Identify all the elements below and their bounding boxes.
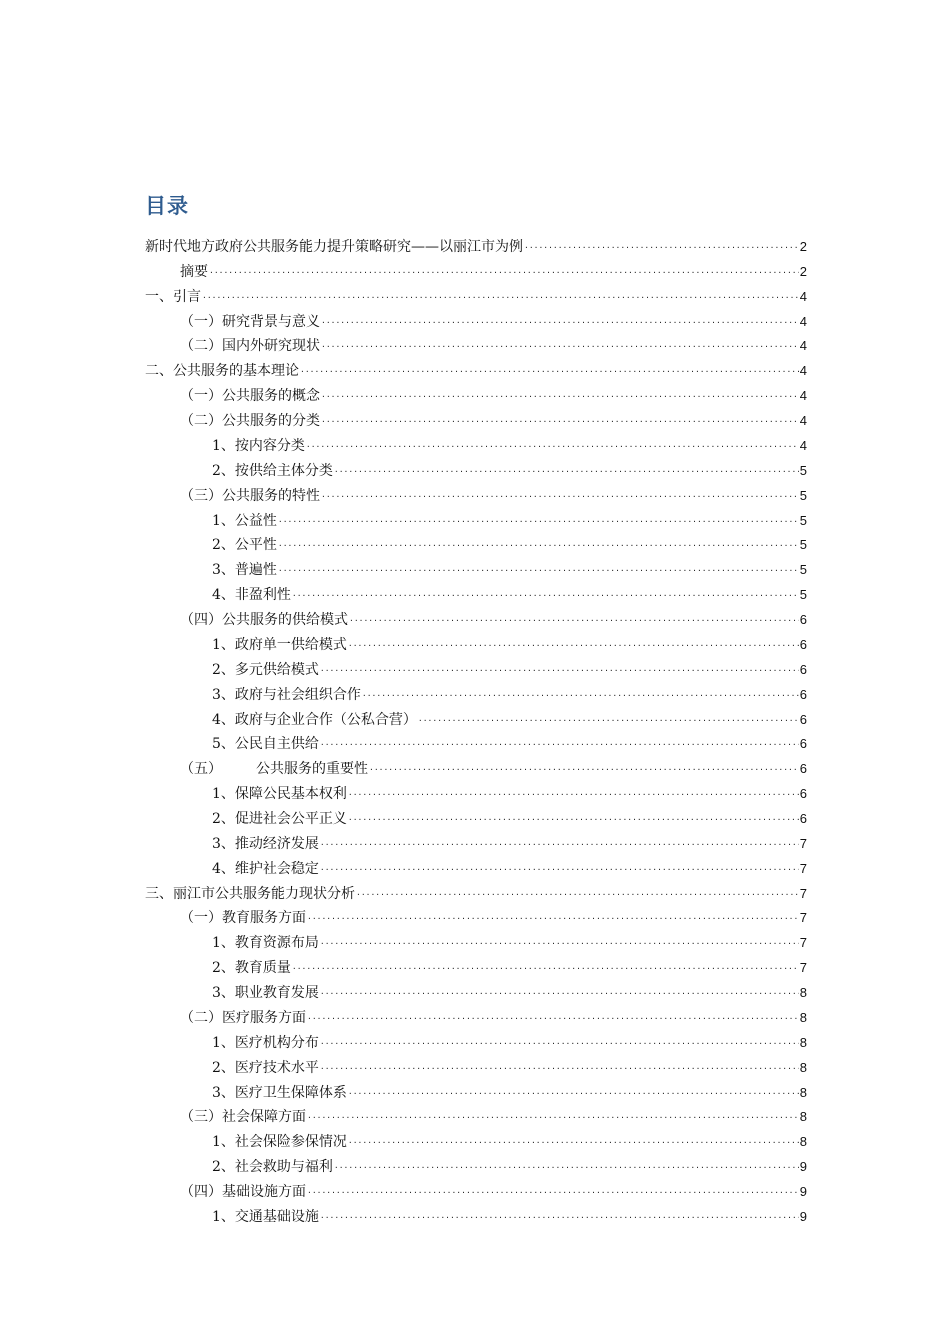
toc-page-number: 5 (799, 537, 807, 553)
toc-entry-label: （一）教育服务方面 (180, 910, 306, 927)
toc-page-number: 6 (799, 686, 807, 702)
toc-entry[interactable] (212, 705, 807, 729)
toc-entry-label: 3、普遍性 (212, 562, 277, 579)
toc-page-number: 8 (799, 1059, 807, 1075)
toc-entry-title (212, 860, 319, 878)
toc-entry[interactable] (212, 456, 807, 480)
dot-leader (348, 810, 799, 828)
toc-entry-title (180, 909, 306, 927)
toc-entry-title (180, 337, 320, 355)
dot-leader (307, 909, 799, 927)
toc-page-number: 6 (799, 736, 807, 752)
dot-leader (348, 636, 799, 654)
dot-leader (369, 760, 799, 778)
toc-entry-label: 1、公益性 (212, 512, 277, 529)
toc-entry-title (212, 934, 319, 952)
toc-entry[interactable] (212, 1078, 807, 1102)
toc-entry-title (212, 1059, 319, 1077)
dot-leader (356, 885, 799, 903)
toc-entry-title (180, 313, 320, 331)
dot-leader (307, 1009, 799, 1027)
toc-page-number: 8 (799, 1084, 807, 1100)
toc-entry[interactable] (145, 879, 807, 903)
toc-entry[interactable] (212, 1028, 807, 1052)
toc-page-number: 7 (799, 860, 807, 876)
toc-entry-title (212, 1084, 347, 1102)
toc-entry-title (212, 512, 277, 530)
toc-page-number: 9 (799, 1184, 807, 1200)
dot-leader (278, 536, 799, 554)
toc-page-number: 7 (799, 935, 807, 951)
toc-entry-title (212, 536, 277, 554)
toc-entry-label: 3、医疗卫生保障体系 (212, 1084, 347, 1101)
toc-entry[interactable] (212, 580, 807, 604)
toc-entry-title (212, 835, 319, 853)
toc-entry-label: 1、保障公民基本权利 (212, 786, 347, 803)
toc-page-number: 4 (799, 363, 807, 379)
toc-entry[interactable] (180, 605, 807, 629)
toc-page-number: 4 (799, 338, 807, 354)
toc-entry-label: 5、公民自主供给 (212, 736, 319, 753)
toc-page-number: 6 (799, 811, 807, 826)
dot-leader (320, 1059, 799, 1077)
toc-entry[interactable] (212, 1127, 807, 1151)
toc-entry-title (145, 238, 523, 256)
toc-entry-title (180, 760, 368, 778)
toc-page-number: 8 (799, 1134, 807, 1150)
toc-entry-title (212, 984, 319, 1002)
toc-entry[interactable] (180, 754, 807, 778)
dot-leader (202, 288, 799, 306)
dot-leader (349, 611, 799, 629)
toc-entry[interactable] (180, 307, 807, 331)
toc-entry-title (212, 661, 319, 679)
dot-leader (524, 238, 799, 256)
toc-page-number: 2 (799, 239, 807, 254)
toc-entry-label: 2、公平性 (212, 537, 277, 554)
dot-leader (320, 661, 799, 679)
toc-entry[interactable] (212, 804, 807, 828)
toc-entry[interactable] (212, 854, 807, 878)
toc-page-number: 8 (799, 1109, 807, 1125)
toc-entry-title (212, 1034, 319, 1052)
dot-leader (320, 934, 799, 952)
toc-page-number: 4 (799, 313, 807, 329)
toc-page-number: 4 (799, 413, 807, 429)
toc-entry-title (212, 636, 347, 654)
toc-entry[interactable] (212, 779, 807, 803)
toc-entry-label: 2、促进社会公平正义 (212, 811, 347, 827)
toc-entry-title (180, 611, 348, 629)
toc-page-number: 6 (799, 661, 807, 677)
toc-entry-label: 1、社会保险参保情况 (212, 1134, 347, 1151)
toc-entry[interactable] (212, 655, 807, 679)
toc-page-number: 7 (799, 835, 807, 851)
toc-page-number: 6 (799, 761, 807, 777)
toc-entry-title (180, 263, 208, 281)
dot-leader (321, 337, 799, 355)
toc-page-number: 6 (799, 612, 807, 628)
toc-entry-title (212, 561, 277, 579)
toc-entry-title (180, 387, 320, 405)
toc-entry-title (180, 412, 320, 430)
toc-page-number: 4 (799, 288, 807, 304)
toc-entry[interactable] (180, 406, 807, 430)
dot-leader (307, 1108, 799, 1126)
toc-page-number: 5 (799, 562, 807, 578)
toc-entry-label: 1、医疗机构分布 (212, 1034, 319, 1051)
toc-entry-title (145, 885, 355, 903)
toc-entry[interactable] (212, 1202, 807, 1226)
toc-entry-title (145, 288, 201, 306)
toc-page-number: 4 (799, 388, 807, 404)
toc-entry-title (212, 735, 319, 753)
dot-leader (348, 785, 799, 803)
toc-entry-label: 2、按供给主体分类 (212, 462, 333, 479)
toc-entry-title (180, 487, 320, 505)
toc-entry-label: 2、教育质量 (212, 960, 291, 977)
toc-page-number: 7 (799, 910, 807, 926)
dot-leader (209, 263, 799, 281)
dot-leader (348, 1133, 799, 1151)
toc-entry[interactable] (212, 680, 807, 704)
toc-entry-title (212, 959, 291, 977)
toc-entry-title (212, 686, 361, 704)
toc-entry-label: （四）基础设施方面 (180, 1184, 306, 1201)
toc-entry-label: （二）国内外研究现状 (180, 338, 320, 355)
dot-leader (300, 362, 799, 380)
toc-entry-label: 3、推动经济发展 (212, 835, 319, 852)
toc-page-number: 9 (799, 1159, 807, 1175)
toc-entry-label: （三）社会保障方面 (180, 1109, 306, 1126)
toc-page-number: 5 (799, 487, 807, 503)
toc-page-number: 6 (799, 711, 807, 727)
dot-leader (321, 387, 799, 405)
dot-leader (334, 1158, 799, 1176)
dot-leader (320, 860, 799, 878)
toc-entry-title (212, 586, 291, 604)
toc-entry-title (212, 462, 333, 480)
toc-entry-label: （四）公共服务的供给模式 (180, 612, 348, 629)
toc-entry[interactable] (212, 431, 807, 455)
toc-entry[interactable] (212, 555, 807, 579)
toc-entry[interactable] (180, 331, 807, 355)
toc-entry[interactable] (180, 481, 807, 505)
toc-page-number: 5 (799, 512, 807, 528)
toc-entry-label: （二）公共服务的分类 (180, 413, 320, 430)
dot-leader (307, 1183, 799, 1201)
toc-entry-title (212, 1133, 347, 1151)
toc-entry[interactable] (212, 630, 807, 654)
toc-entry-label: 4、政府与企业合作（公私合营） (212, 711, 417, 728)
toc-entry-label: 2、医疗技术水平 (212, 1059, 319, 1076)
toc-entry-title (212, 1158, 333, 1176)
toc-entry-title (212, 711, 417, 729)
dot-leader (278, 561, 799, 579)
toc-entry-label: 新时代地方政府公共服务能力提升策略研究——以丽江市为例 (145, 239, 523, 255)
toc-entry-title (212, 785, 347, 803)
toc-page-number: 6 (799, 786, 807, 802)
toc-entry[interactable] (212, 928, 807, 952)
dot-leader (306, 437, 799, 455)
toc-entry[interactable] (180, 381, 807, 405)
toc-entry-label: 三、丽江市公共服务能力现状分析 (145, 885, 355, 902)
toc-page-number: 2 (799, 263, 807, 279)
toc-entry-title (212, 437, 305, 455)
toc-entry-label: 3、政府与社会组织合作 (212, 686, 361, 703)
toc-entry[interactable] (212, 829, 807, 853)
dot-leader (334, 462, 799, 480)
toc-title: 目录 (145, 194, 189, 218)
dot-leader (292, 586, 799, 604)
toc-entry-label: （一）研究背景与意义 (180, 313, 320, 330)
dot-leader (320, 1208, 799, 1226)
toc-page-number: 9 (799, 1208, 807, 1224)
toc-entry-label: 二、公共服务的基本理论 (145, 363, 299, 380)
toc-entry-title (145, 362, 299, 380)
toc-entry[interactable] (180, 1177, 807, 1201)
toc-entry-title (180, 1009, 306, 1027)
dot-leader (292, 959, 799, 977)
toc-page-number: 5 (799, 587, 807, 603)
toc-page-number: 8 (799, 1034, 807, 1050)
toc-entry[interactable] (145, 356, 807, 380)
toc-entry[interactable] (145, 232, 807, 256)
toc-entry[interactable] (180, 1102, 807, 1126)
dot-leader (321, 487, 799, 505)
toc-page-number: 4 (799, 437, 807, 453)
toc-entry[interactable] (212, 953, 807, 977)
dot-leader (321, 412, 799, 430)
toc-entry-title (212, 810, 347, 828)
toc-entry-label: 2、社会救助与福利 (212, 1159, 333, 1176)
toc-entry[interactable] (212, 1152, 807, 1176)
toc-entry-label: 一、引言 (145, 288, 201, 305)
toc-entry-label: （一）公共服务的概念 (180, 388, 320, 405)
toc-entry[interactable] (212, 729, 807, 753)
dot-leader (348, 1084, 799, 1102)
dot-leader (362, 686, 799, 704)
dot-leader (418, 711, 799, 729)
dot-leader (321, 313, 799, 331)
toc-entry-label: 3、职业教育发展 (212, 985, 319, 1002)
toc-page-number: 7 (799, 885, 807, 901)
toc-entry-label: 2、多元供给模式 (212, 661, 319, 678)
toc-entry-label: 4、非盈利性 (212, 587, 291, 604)
toc-entry[interactable] (212, 978, 807, 1002)
toc-entry[interactable] (212, 1053, 807, 1077)
toc-entry-label: 4、维护社会稳定 (212, 860, 319, 877)
toc-page-number: 8 (799, 985, 807, 1001)
dot-leader (320, 735, 799, 753)
toc-entry-label: 1、按内容分类 (212, 437, 305, 454)
toc-entry-label: 1、政府单一供给模式 (212, 636, 347, 653)
toc-entry-label: （三）公共服务的特性 (180, 487, 320, 504)
toc-entry-label: （五） (180, 761, 222, 778)
toc-entry[interactable] (180, 257, 807, 281)
toc-entry[interactable] (180, 903, 807, 927)
toc-entry-label: 1、教育资源布局 (212, 935, 319, 952)
toc-entry[interactable] (180, 1003, 807, 1027)
dot-leader (278, 512, 799, 530)
toc-entry-title (180, 1183, 306, 1201)
toc-page-number: 7 (799, 960, 807, 976)
dot-leader (320, 835, 799, 853)
dot-leader (320, 1034, 799, 1052)
toc-page-number: 8 (799, 1009, 807, 1025)
toc-entry-label: （二）医疗服务方面 (180, 1009, 306, 1026)
toc-entry[interactable] (212, 506, 807, 530)
dot-leader (320, 984, 799, 1002)
toc-page-number: 5 (799, 462, 807, 478)
toc-entry-title (180, 1108, 306, 1126)
toc-entry-label-secondary: 公共服务的重要性 (256, 761, 368, 778)
toc-entry[interactable] (212, 530, 807, 554)
toc-entry-title (212, 1208, 319, 1226)
toc-entry-label: 1、交通基础设施 (212, 1208, 319, 1225)
toc-entry-label: 摘要 (180, 263, 208, 280)
toc-page-number: 6 (799, 636, 807, 652)
toc-entry[interactable] (145, 282, 807, 306)
